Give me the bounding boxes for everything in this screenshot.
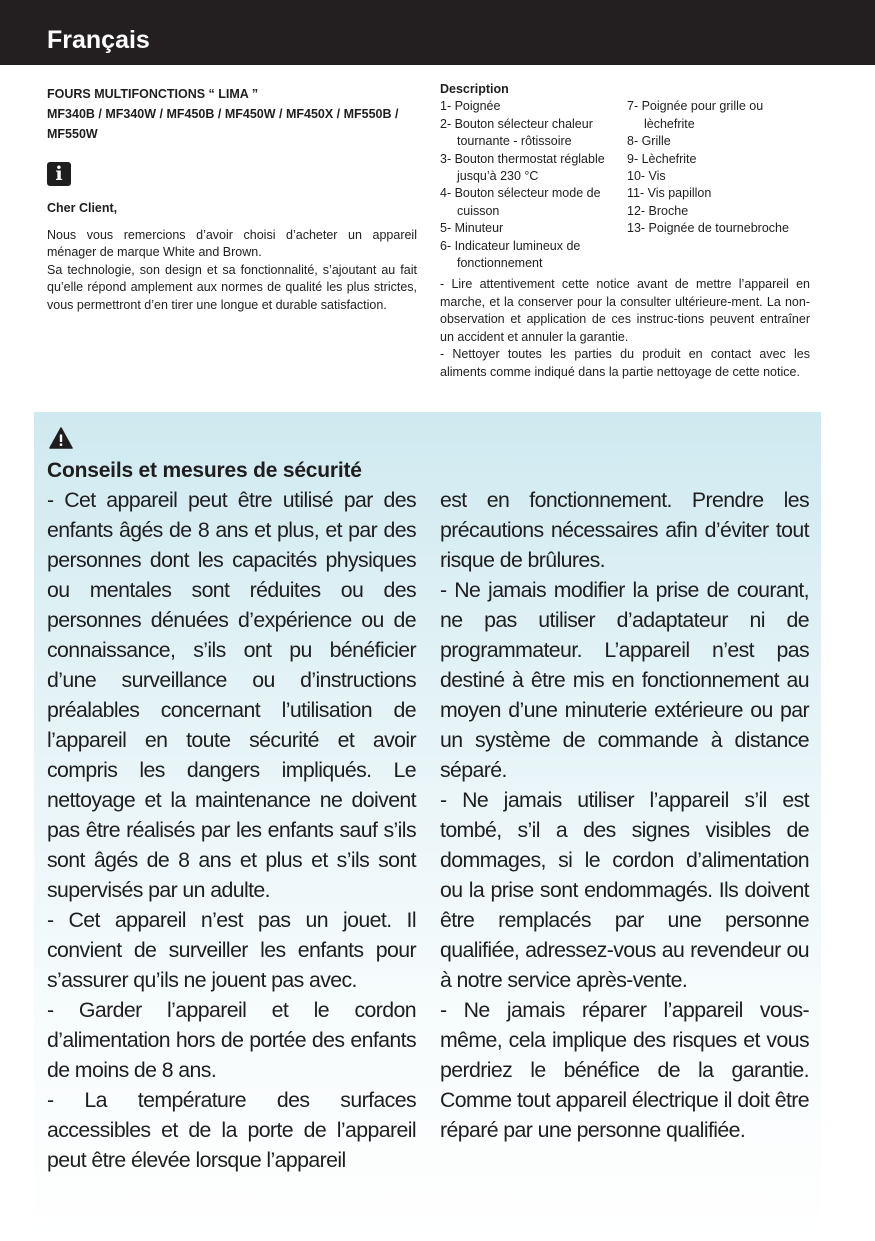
intro-paragraph: Nous vous remercions d’avoir choisi d’acheter un appareil ménager de marque White and Brown. — [47, 228, 417, 260]
description-item: 9- Lèchefrite — [627, 151, 697, 166]
notes — [440, 276, 810, 380]
description-title: Description — [440, 82, 509, 96]
description-item: 12- Broche — [627, 203, 689, 218]
note-paragraph: - Nettoyer toutes les parties du produit en contact avec les aliments comme indiqué dans la partie nettoyage de cette notice. — [440, 347, 810, 379]
description-item: 4- Bouton sélecteur mode de cuisson — [440, 186, 601, 218]
description-item: 6- Indicateur lumineux de fonctionnement — [440, 238, 581, 271]
description-item: 2- Bouton sélecteur chaleur tournante - rôtissoire — [440, 116, 593, 149]
description-section — [440, 81, 810, 381]
safety-paragraph: - Cet appareil peut être utilisé par des enfants âgés de 8 ans et plus, et par des personnes dont les capacités physiques ou mentales sont réduites ou des personnes dénuées d’expérience ou de connaissance, s’ils ont pu bénéficier d’une surveillance ou d’instructions préalables concernant l’utilisation de l’appareil en toute sécurité et avoir compris les dangers impliqués. Le nettoyage et la maintenance ne doivent pas être réalisés par les enfants sauf s’ils sont âgés de 8 ans et plus et s’ils sont supervisés par un adulte. — [47, 488, 416, 902]
info-icon: i — [47, 162, 71, 186]
description-item: 8- Grille — [627, 134, 671, 149]
intro-section — [47, 84, 417, 314]
product-title — [47, 84, 417, 144]
safety-paragraph: - Cet appareil n’est pas un jouet. Il convient de surveiller les enfants pour s’assurer qu’ils ne jouent pas avec. — [47, 908, 416, 992]
description-column — [440, 98, 627, 272]
description-list — [440, 98, 810, 272]
language-title: Français — [47, 26, 150, 54]
safety-title: Conseils et mesures de sécurité — [47, 459, 362, 482]
safety-column-right — [440, 485, 809, 1145]
description-column — [627, 98, 810, 272]
note-paragraph: - Lire attentivement cette notice avant de mettre l’appareil en marche, et la conserver pour la consulter ultérieure-ment. La non-observation et application de ces instruc-tions peuvent entraîner un accident et annuler la garantie. — [440, 277, 810, 344]
warning-icon — [49, 427, 73, 449]
header-bar — [0, 0, 875, 65]
description-item: 11- Vis papillon — [627, 186, 712, 201]
safety-paragraph: est en fonctionnement. Prendre les précautions nécessaires afin d’éviter tout risque de brûlures. — [440, 488, 809, 572]
description-item: 1- Poignée — [440, 99, 501, 114]
safety-paragraph: - Garder l’appareil et le cordon d’alimentation hors de portée des enfants de moins de 8 ans. — [47, 998, 416, 1082]
description-item: 3- Bouton thermostat réglable jusqu’à 230 °C — [440, 151, 605, 184]
safety-paragraph: - Ne jamais réparer l’appareil vous-même, cela implique des risques et vous perdriez le bénéfice de la garantie. Comme tout appareil électrique il doit être réparé par une personne qualifiée. — [440, 998, 809, 1142]
description-item: 13- Poignée de tournebroche — [627, 221, 789, 236]
safety-column-left — [47, 485, 416, 1175]
description-item: 7- Poignée pour grille ou lèchefrite — [627, 99, 764, 131]
intro-paragraph: Sa technologie, son design et sa fonctionnalité, s’ajoutant au fait qu’elle répond amplement aux normes de qualité les plus strictes, vous permettront d’en tirer une longue et durable satisfaction. — [47, 262, 417, 312]
product-title-line2: MF340B / MF340W / MF450B / MF450W / MF450X / MF550B / MF550W — [47, 107, 399, 141]
greeting: Cher Client, — [47, 201, 118, 215]
product-title-line1: FOURS MULTIFONCTIONS “ LIMA ” — [47, 87, 259, 101]
description-item: 5- Minuteur — [440, 221, 504, 236]
intro-text — [47, 227, 417, 314]
safety-paragraph: - Ne jamais modifier la prise de courant, ne pas utiliser d’adaptateur ni de programmateur. L’appareil n’est pas destiné à être mis en fonctionnement au moyen d’une minuterie extérieure ou par un système de commande à distance séparé. — [440, 578, 809, 782]
safety-paragraph: - La température des surfaces accessibles et de la porte de l’appareil peut être élevée lorsque l’appareil — [47, 1088, 416, 1172]
description-item: 10- Vis — [627, 169, 666, 184]
safety-paragraph: - Ne jamais utiliser l’appareil s’il est tombé, s’il a des signes visibles de dommages, si le cordon d’alimentation ou la prise sont endommagés. Ils doivent être remplacés par une personne qualifiée, adressez-vous au revendeur ou à notre service après-vente. — [440, 788, 809, 992]
